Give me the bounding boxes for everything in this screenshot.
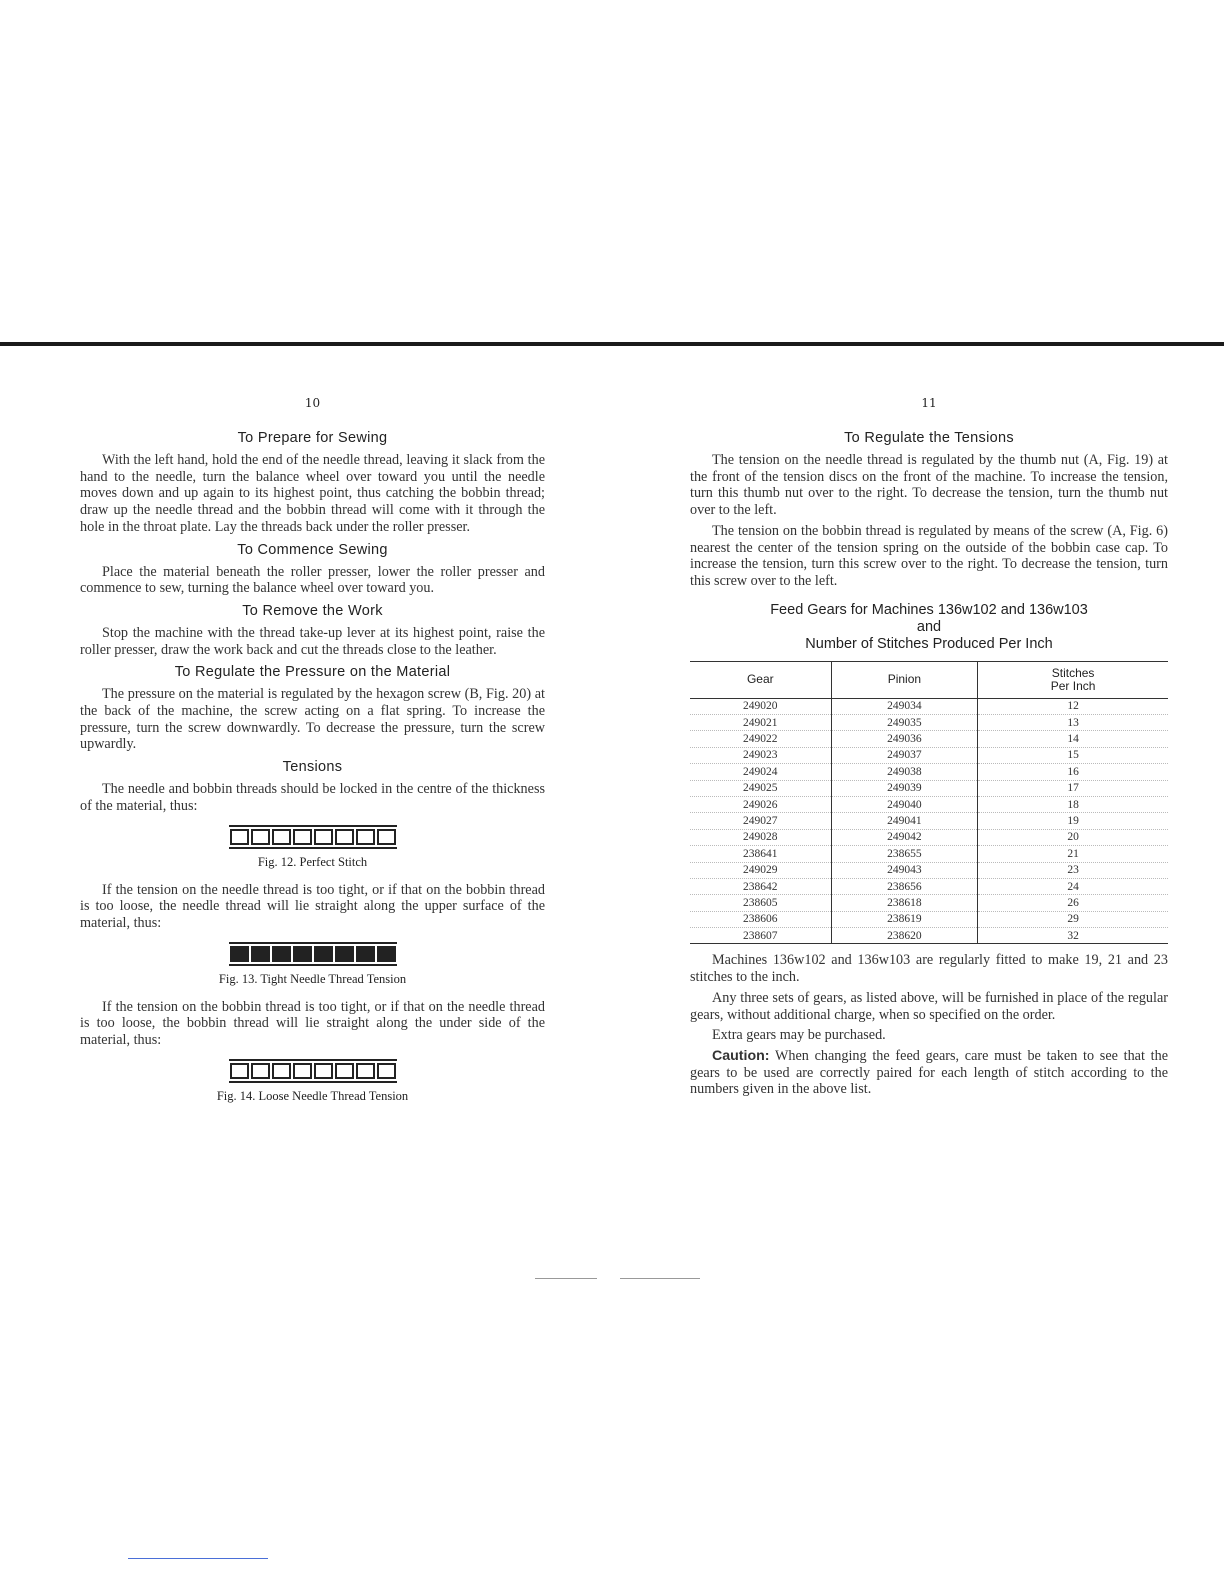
heading-commence-sewing: To Commence Sewing <box>237 541 388 558</box>
para-extra-gears: Extra gears may be purchased. <box>712 1027 886 1044</box>
gear-cell: 238607 <box>690 928 831 944</box>
gear-cell: 249026 <box>690 796 831 812</box>
figure-perfect-stitch <box>80 825 545 849</box>
para-bobbin-tension: The tension on the bobbin thread is regulated by means of the screw (A, Fig. 6) nearest the center of the tension spring on the outside of the bobbin case cap. To increase the tension, turn this screw over to the right. To decrease the tension, turn this screw over to the left. <box>690 522 1168 589</box>
pinion-cell: 238656 <box>831 878 978 894</box>
stitches-cell: 14 <box>978 731 1168 747</box>
pinion-cell: 238620 <box>831 928 978 944</box>
col-header-stitches-line1: Stitches <box>1051 665 1095 680</box>
right-page <box>690 396 1168 1102</box>
gear-cell: 249025 <box>690 780 831 796</box>
heading-prepare-sewing: To Prepare for Sewing <box>237 430 388 446</box>
gear-cell: 238641 <box>690 846 831 862</box>
caution-text: When changing the feed gears, care must be taken to see that the gears to be used are correctly paired for each length of stitch according to the numbers given in the above list. <box>690 1048 1168 1098</box>
stitches-cell: 20 <box>978 829 1168 845</box>
heading-regulate-pressure: To Regulate the Pressure on the Material <box>174 664 451 681</box>
stitches-cell: 19 <box>978 813 1168 829</box>
table-row <box>690 780 1168 796</box>
stitches-cell: 12 <box>978 698 1168 714</box>
loose-stitch-illustration <box>229 1059 397 1083</box>
table-row <box>690 747 1168 763</box>
table-row <box>690 731 1168 747</box>
tight-stitch-illustration <box>229 942 397 966</box>
pinion-cell: 238619 <box>831 911 978 927</box>
stitches-cell: 16 <box>978 764 1168 780</box>
table-row <box>690 895 1168 911</box>
pinion-cell: 249034 <box>831 698 978 714</box>
para-tensions: The needle and bobbin threads should be locked in the centre of the thickness of the material, thus: <box>80 781 545 814</box>
gear-cell: 249023 <box>690 747 831 763</box>
para-regular-fitting: Machines 136w102 and 136w103 are regularly fitted to make 19, 21 and 23 stitches to the inch. <box>690 952 1168 986</box>
para-prepare-sewing: With the left hand, hold the end of the needle thread, leaving it slack from the hand to the needle, turn the balance wheel over toward you until the needle moves down and up again to its highest point, thus catching the bobbin thread; draw up the needle thread and the bobbin thread will come with it through the hole in the throat plate. Lay the threads back under the roller presser. <box>80 452 545 535</box>
figure-tight-tension <box>80 942 545 966</box>
col-header-stitches-line2: Per Inch <box>1050 678 1096 693</box>
pinion-cell: 249038 <box>831 764 978 780</box>
pinion-cell: 249041 <box>831 813 978 829</box>
pinion-cell: 249037 <box>831 747 978 763</box>
stitches-cell: 13 <box>978 715 1168 731</box>
table-row <box>690 878 1168 894</box>
table-row <box>690 846 1168 862</box>
gear-cell: 249020 <box>690 698 831 714</box>
blue-underline-artifact <box>128 1558 268 1559</box>
table-row <box>690 813 1168 829</box>
pinion-cell: 249039 <box>831 780 978 796</box>
col-header-stitches <box>978 661 1168 698</box>
para-loose-tension: If the tension on the bobbin thread is too tight, or if that on the needle thread is too loose, the bobbin thread will lie straight along the under side of the material, thus: <box>80 998 545 1049</box>
table-row <box>690 911 1168 927</box>
gear-cell: 249028 <box>690 829 831 845</box>
pinion-cell: 249042 <box>831 829 978 845</box>
top-border-rule <box>0 342 1224 346</box>
pinion-cell: 249043 <box>831 862 978 878</box>
caution-label: Caution: <box>712 1048 770 1064</box>
gear-cell: 249024 <box>690 764 831 780</box>
heading-tensions: Tensions <box>282 759 343 776</box>
pinion-cell: 249035 <box>831 715 978 731</box>
para-tight-tension: If the tension on the needle thread is too tight, or if that on the bobbin thread is too loose, the needle thread will lie straight along the upper surface of the material, thus: <box>80 881 545 931</box>
gear-cell: 238605 <box>690 895 831 911</box>
gear-cell: 249027 <box>690 813 831 829</box>
stitches-cell: 23 <box>978 862 1168 878</box>
gear-cell: 249029 <box>690 862 831 878</box>
fig14-caption: Fig. 14. Loose Needle Thread Tension <box>216 1088 409 1103</box>
page-number-left: 10 <box>304 396 321 410</box>
table-row <box>690 698 1168 714</box>
stitches-cell: 32 <box>978 928 1168 944</box>
gear-cell: 238606 <box>690 911 831 927</box>
scan-artifact-2 <box>620 1278 700 1279</box>
perfect-stitch-illustration <box>229 825 397 849</box>
gear-cell: 249022 <box>690 731 831 747</box>
feed-gears-title-line1: Feed Gears for Machines 136w102 and 136w103 <box>770 601 1088 618</box>
para-remove-work: Stop the machine with the thread take-up lever at its highest point, raise the roller presser, draw the work back and cut the threads close to the leather. <box>80 624 545 658</box>
stitches-cell: 17 <box>978 780 1168 796</box>
table-row <box>690 862 1168 878</box>
para-caution <box>690 1048 1168 1098</box>
stitches-cell: 26 <box>978 895 1168 911</box>
feed-gears-title-line2: and <box>916 618 942 635</box>
pinion-cell: 238655 <box>831 846 978 862</box>
pinion-cell: 238618 <box>831 895 978 911</box>
stitches-cell: 21 <box>978 846 1168 862</box>
heading-remove-work: To Remove the Work <box>242 602 383 619</box>
para-commence-sewing: Place the material beneath the roller presser, lower the roller presser and commence to sew, turning the balance wheel over toward you. <box>80 563 545 597</box>
figure-loose-tension <box>80 1059 545 1083</box>
stitches-cell: 18 <box>978 796 1168 812</box>
fig13-caption: Fig. 13. Tight Needle Thread Tension <box>218 971 407 986</box>
feed-gears-title <box>690 602 1168 653</box>
stitches-cell: 29 <box>978 911 1168 927</box>
pinion-cell: 249036 <box>831 731 978 747</box>
para-three-sets: Any three sets of gears, as listed above, will be furnished in place of the regular gears, without additional charge, when so specified on the order. <box>690 989 1168 1023</box>
stitches-cell: 15 <box>978 747 1168 763</box>
stitches-cell: 24 <box>978 878 1168 894</box>
para-needle-tension: The tension on the needle thread is regulated by the thumb nut (A, Fig. 19) at the front of the tension discs on the front of the machine. To increase the tension, turn this thumb nut over to the right. To decrease the tension, turn the thumb nut over to the left. <box>690 452 1168 519</box>
col-header-pinion: Pinion <box>831 661 978 698</box>
gear-cell: 238642 <box>690 878 831 894</box>
table-row <box>690 715 1168 731</box>
table-row <box>690 764 1168 780</box>
heading-regulate-tensions: To Regulate the Tensions <box>844 430 1014 446</box>
gear-cell: 249021 <box>690 715 831 731</box>
col-header-gear: Gear <box>690 661 831 698</box>
left-page <box>80 396 545 1116</box>
feed-gears-title-line3: Number of Stitches Produced Per Inch <box>805 635 1053 652</box>
page-number-right: 11 <box>921 396 937 410</box>
table-row <box>690 796 1168 812</box>
para-regulate-pressure: The pressure on the material is regulated by the hexagon screw (B, Fig. 20) at the back of the machine, the screw acting on a flat spring. To increase the pressure, turn the screw downwardly. To decrease the pressure, turn the screw upwardly. <box>80 686 545 753</box>
feed-gears-table <box>690 661 1168 945</box>
table-row <box>690 829 1168 845</box>
fig12-caption: Fig. 12. Perfect Stitch <box>257 854 368 869</box>
scan-artifact-1 <box>535 1278 597 1279</box>
pinion-cell: 249040 <box>831 796 978 812</box>
table-row <box>690 928 1168 944</box>
